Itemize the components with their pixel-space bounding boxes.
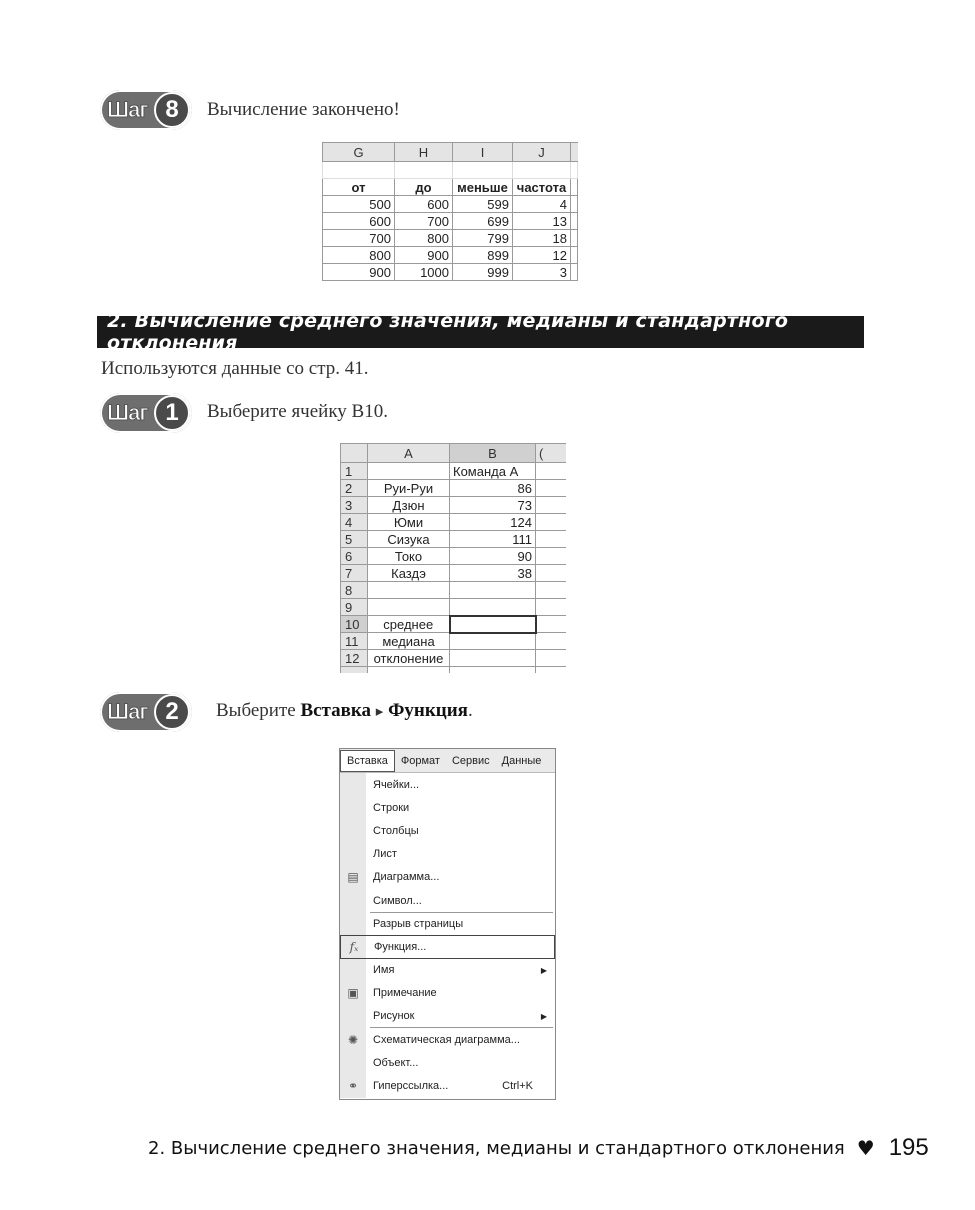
table-cell[interactable]: среднее: [368, 616, 450, 633]
menu-item-comment[interactable]: ▣ Примечание: [340, 982, 555, 1005]
table-cell[interactable]: 38: [450, 565, 536, 582]
step-word: Шаг: [107, 97, 148, 122]
table-cell[interactable]: [368, 599, 450, 616]
table-cell[interactable]: отклонение: [368, 650, 450, 667]
step-2-text: Выберите Вставка ▸ Функция.: [216, 700, 473, 721]
row-header[interactable]: 8: [341, 582, 368, 599]
table-cell[interactable]: 13: [513, 213, 571, 230]
menu-insert[interactable]: Вставка: [340, 750, 395, 772]
menu-item-name[interactable]: Имя ▶: [373, 964, 547, 977]
menu-item-diagram[interactable]: ✺ Схематическая диаграмма...: [340, 1028, 555, 1051]
menu-item-cells[interactable]: Ячейки...: [373, 778, 420, 791]
frequency-table: [322, 142, 578, 281]
table-cell[interactable]: 600: [323, 213, 395, 230]
note-icon: ▣: [347, 986, 359, 1001]
table-cell[interactable]: 599: [453, 196, 513, 213]
menu-list: [340, 773, 555, 1098]
row-header[interactable]: 9: [341, 599, 368, 616]
table-cell[interactable]: [450, 650, 536, 667]
menu-item-chart[interactable]: ▤ Диаграмма...: [340, 866, 555, 889]
row-header[interactable]: 1: [341, 463, 368, 480]
table-cell[interactable]: Токо: [368, 548, 450, 565]
table-cell[interactable]: [450, 599, 536, 616]
menu-item-page-break[interactable]: Разрыв страницы: [373, 917, 464, 930]
table-row: [341, 531, 566, 548]
function-icon: fₓ: [349, 939, 359, 954]
menu-bar: [340, 749, 555, 773]
table-cell[interactable]: 12: [513, 247, 571, 264]
table-row: [323, 264, 578, 281]
column-header[interactable]: G: [323, 143, 395, 162]
table-row: [323, 213, 578, 230]
table-row: [341, 667, 566, 673]
table-cell[interactable]: [450, 633, 536, 650]
table-cell[interactable]: 800: [395, 230, 453, 247]
step-number: 8: [154, 92, 190, 128]
table-cell[interactable]: Руи-Руи: [368, 480, 450, 497]
table-cell[interactable]: Сизука: [368, 531, 450, 548]
insert-menu: [339, 748, 556, 1100]
table-cell[interactable]: 999: [453, 264, 513, 281]
submenu-arrow-icon: ▶: [540, 965, 547, 975]
menu-path-insert: Вставка: [300, 700, 372, 721]
menu-item-hyperlink[interactable]: ⚭ Гиперссылка... Ctrl+K: [340, 1074, 555, 1097]
column-header[interactable]: I: [453, 143, 513, 162]
table-row: [341, 497, 566, 514]
section-header: 2. Вычисление среднего значения, медианы и стандартного отклонения: [97, 316, 864, 348]
table-cell[interactable]: Юми: [368, 514, 450, 531]
table-row: [341, 463, 566, 480]
menu-path-function: Функция: [388, 700, 468, 721]
step-number: 2: [154, 694, 190, 730]
table-row: [323, 247, 578, 264]
menu-tools[interactable]: Сервис: [451, 754, 490, 767]
heart-icon: ♥: [856, 1136, 875, 1160]
step-2-badge: [100, 692, 192, 732]
row-header[interactable]: 5: [341, 531, 368, 548]
menu-item-function[interactable]: fₓ Функция...: [340, 935, 555, 958]
step-2-text-pre: Выберите: [216, 700, 301, 721]
step-word: Шаг: [107, 400, 148, 425]
step-8-text: Вычисление закончено!: [207, 99, 400, 120]
table-cell[interactable]: Каздэ: [368, 565, 450, 582]
table-row: [323, 230, 578, 247]
header-cell[interactable]: до: [395, 179, 453, 196]
footer-title: 2. Вычисление среднего значения, медианы и стандартного отклонения: [148, 1137, 845, 1159]
column-header[interactable]: H: [395, 143, 453, 162]
intro-text: Используются данные со стр. 41.: [101, 358, 369, 379]
table-row: [341, 633, 566, 650]
selected-cell-b10[interactable]: [450, 616, 536, 633]
table-cell[interactable]: 1000: [395, 264, 453, 281]
header-cell[interactable]: меньше: [453, 179, 513, 196]
table-cell[interactable]: 86: [450, 480, 536, 497]
table-row: [341, 514, 566, 531]
table-cell[interactable]: 800: [323, 247, 395, 264]
row-header[interactable]: 12: [341, 650, 368, 667]
table-cell[interactable]: 111: [450, 531, 536, 548]
table-row: [341, 565, 566, 582]
table-cell[interactable]: 18: [513, 230, 571, 247]
step-word: Шаг: [107, 699, 148, 724]
step-1-badge: [100, 393, 192, 433]
menu-data[interactable]: Данные: [501, 754, 542, 767]
table-cell[interactable]: 900: [395, 247, 453, 264]
step-8-badge: [100, 90, 192, 130]
row-header[interactable]: 6: [341, 548, 368, 565]
table-cell[interactable]: 799: [453, 230, 513, 247]
table-cell[interactable]: 899: [453, 247, 513, 264]
table-row: [341, 599, 566, 616]
table-cell[interactable]: 124: [450, 514, 536, 531]
table-row: [341, 650, 566, 667]
column-header[interactable]: B: [450, 444, 536, 463]
row-header[interactable]: 11: [341, 633, 368, 650]
menu-item-picture[interactable]: Рисунок ▶: [373, 1010, 547, 1023]
table-cell[interactable]: медиана: [368, 633, 450, 650]
page-number: 195: [888, 1134, 929, 1161]
step-number: 1: [154, 395, 190, 431]
row-header[interactable]: 10: [341, 616, 368, 633]
table-row: [341, 616, 566, 633]
shortcut-text: Ctrl+K: [502, 1080, 533, 1093]
table-row: [323, 196, 578, 213]
table-cell[interactable]: 600: [395, 196, 453, 213]
table-cell[interactable]: 700: [323, 230, 395, 247]
table-row: [341, 548, 566, 565]
table-cell[interactable]: Команда А: [450, 463, 536, 480]
table-cell[interactable]: 4: [513, 196, 571, 213]
header-cell[interactable]: частота: [513, 179, 571, 196]
table-cell[interactable]: [450, 582, 536, 599]
submenu-arrow-icon: ▶: [540, 1011, 547, 1021]
menu-item-columns[interactable]: Столбцы: [373, 824, 419, 837]
menu-item-object[interactable]: Объект...: [373, 1056, 419, 1069]
table-row: [341, 582, 566, 599]
table-cell[interactable]: 700: [395, 213, 453, 230]
step-1-text: Выберите ячейку B10.: [207, 401, 388, 422]
menu-item-rows[interactable]: Строки: [373, 801, 410, 814]
menu-item-symbol[interactable]: Символ...: [373, 894, 422, 907]
table-cell[interactable]: 900: [323, 264, 395, 281]
chart-icon: ▤: [347, 870, 359, 885]
table-cell[interactable]: Дзюн: [368, 497, 450, 514]
arrow-right-icon: ▸: [375, 704, 384, 720]
column-header[interactable]: J: [513, 143, 571, 162]
menu-item-sheet[interactable]: Лист: [373, 848, 397, 861]
table-row: [341, 480, 566, 497]
table-cell[interactable]: 500: [323, 196, 395, 213]
row-header[interactable]: 2: [341, 480, 368, 497]
table-cell[interactable]: 3: [513, 264, 571, 281]
table-cell[interactable]: 90: [450, 548, 536, 565]
table-cell[interactable]: [368, 463, 450, 480]
row-header[interactable]: 4: [341, 514, 368, 531]
hyperlink-icon: ⚭: [347, 1079, 359, 1094]
page-footer: [148, 1134, 929, 1162]
team-data-table: [340, 443, 566, 673]
column-header[interactable]: (: [536, 444, 566, 463]
menu-format[interactable]: Формат: [400, 754, 440, 767]
row-header[interactable]: 7: [341, 565, 368, 582]
row-header[interactable]: 3: [341, 497, 368, 514]
header-cell[interactable]: от: [323, 179, 395, 196]
column-header[interactable]: A: [368, 444, 450, 463]
diagram-icon: ✺: [347, 1032, 359, 1047]
table-cell[interactable]: 73: [450, 497, 536, 514]
table-cell[interactable]: [368, 582, 450, 599]
table-cell[interactable]: 699: [453, 213, 513, 230]
